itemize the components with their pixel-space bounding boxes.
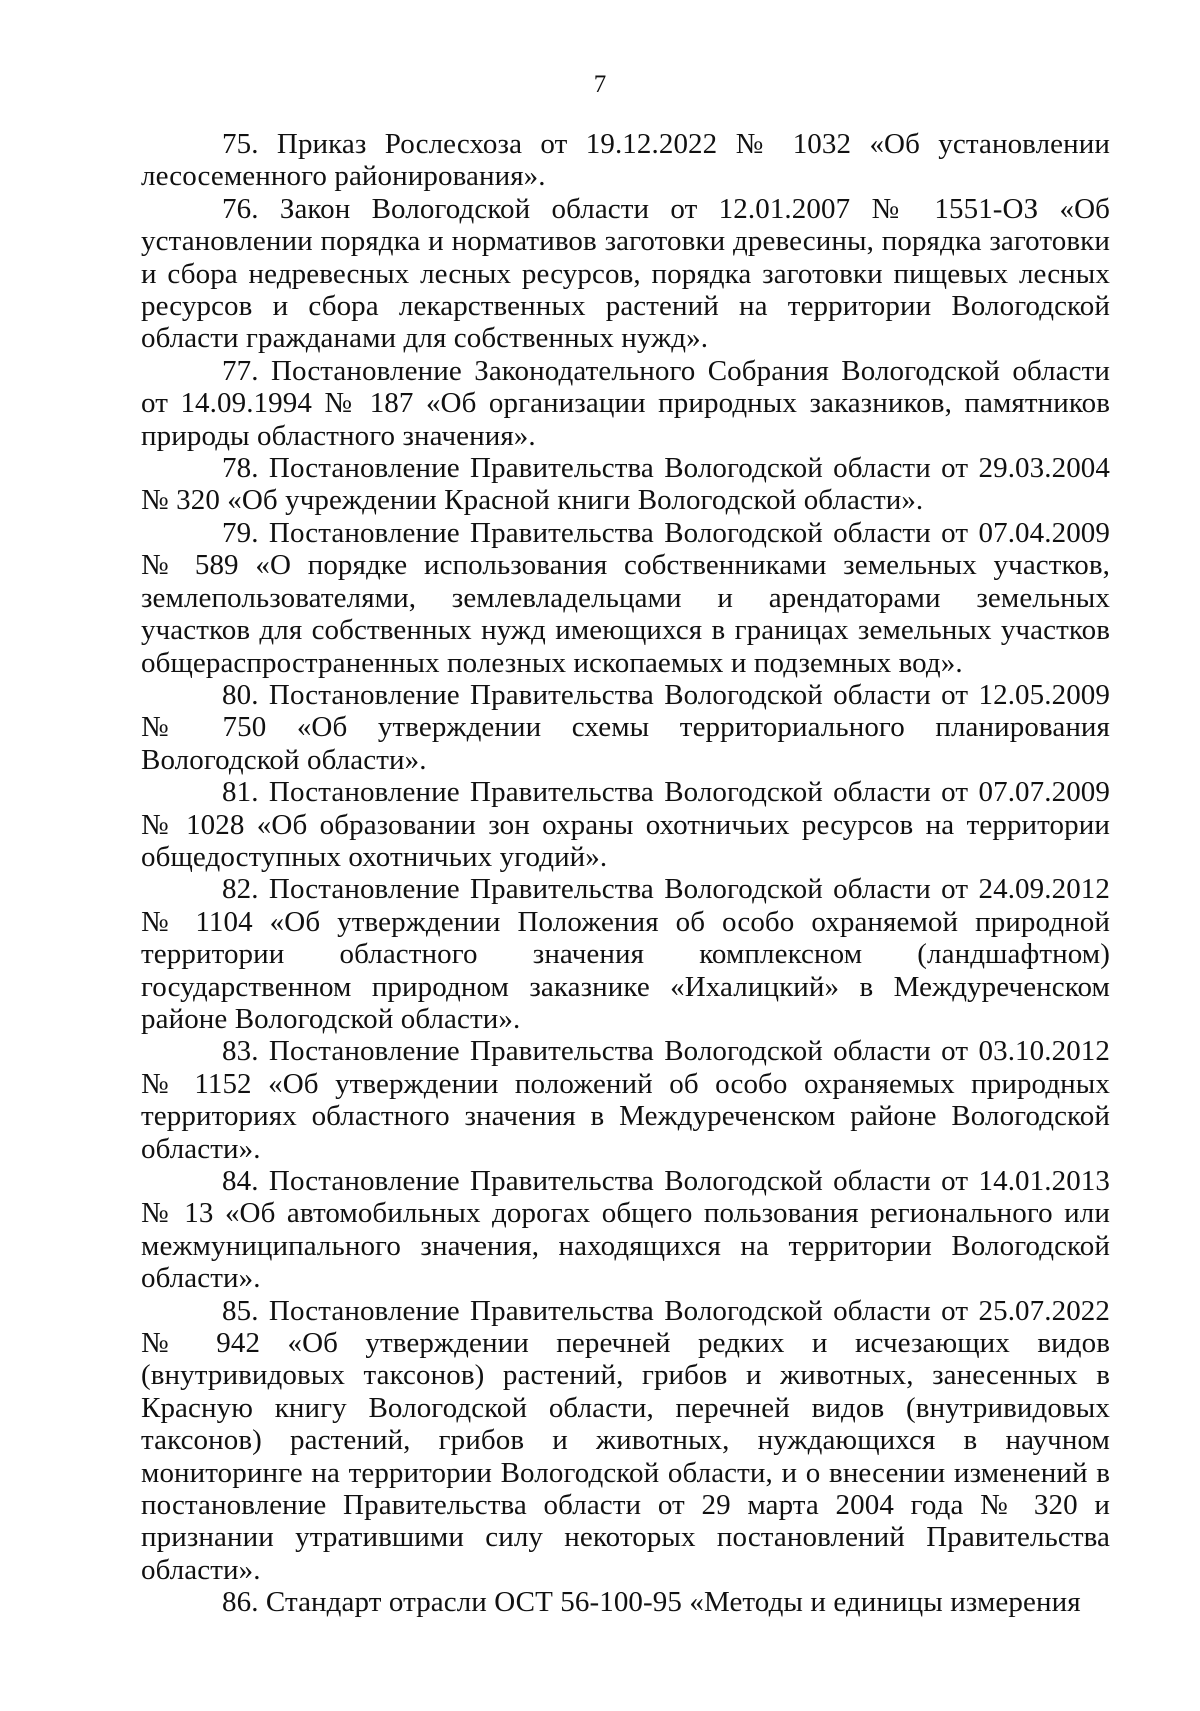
list-item-80: 80. Постановление Правительства Вологодской области от 12.05.2009 № 750 «Об утверждении схемы территориального планирования Вологодской области». — [141, 678, 1110, 776]
list-item-79: 79. Постановление Правительства Вологодской области от 07.04.2009 № 589 «О порядке использования собственниками земельных участков, землепользователями, землевладельцами и арендаторами земельных участков для собственных нужд имеющихся в границах земельных участков общераспространенных полезных ископаемых и подземных вод». — [141, 516, 1110, 679]
document-body — [141, 128, 1110, 1619]
list-item-83: 83. Постановление Правительства Вологодской области от 03.10.2012 № 1152 «Об утверждении положений об особо охраняемых природных территориях областного значения в Междуреченском районе Вологодской области». — [141, 1035, 1110, 1165]
list-item-85: 85. Постановление Правительства Вологодской области от 25.07.2022 № 942 «Об утверждении перечней редких и исчезающих видов (внутривидовых таксонов) растений, грибов и животных, занесенных в Красную книгу Вологодской области, перечней видов (внутривидовых таксонов) растений, грибов и животных, нуждающихся в научном мониторинге на территории Вологодской области, и о внесении изменений в постановление Правительства области от 29 марта 2004 года № 320 и признании утратившими силу некоторых постановлений Правительства области». — [141, 1294, 1110, 1586]
list-item-76: 76. Закон Вологодской области от 12.01.2007 № 1551-ОЗ «Об установлении порядка и нормативов заготовки древесины, порядка заготовки и сбора недревесных лесных ресурсов, порядка заготовки пищевых лесных ресурсов и сбора лекарственных растений на территории Вологодской области гражданами для собственных нужд». — [141, 192, 1110, 355]
list-item-77: 77. Постановление Законодательного Собрания Вологодской области от 14.09.1994 № 187 «Об организации природных заказников, памятников природы областного значения». — [141, 354, 1110, 452]
list-item-81: 81. Постановление Правительства Вологодской области от 07.07.2009 № 1028 «Об образовании зон охраны охотничьих ресурсов на территории общедоступных охотничьих угодий». — [141, 776, 1110, 873]
list-item-82: 82. Постановление Правительства Вологодской области от 24.09.2012 № 1104 «Об утверждении Положения об особо охраняемой природной территории областного значения комплексном (ландшафтном) государственном природном заказнике «Ихалицкий» в Междуреченском районе Вологодской области». — [141, 873, 1110, 1035]
list-item-78: 78. Постановление Правительства Вологодской области от 29.03.2004 № 320 «Об учреждении Красной книги Вологодской области». — [141, 452, 1110, 517]
page-number: 7 — [593, 71, 607, 98]
list-item-75: 75. Приказ Рослесхоза от 19.12.2022 № 1032 «Об установлении лесосеменного районирования». — [141, 128, 1110, 193]
list-item-86: 86. Стандарт отрасли ОСТ 56-100-95 «Методы и единицы измерения — [222, 1586, 1081, 1619]
list-item-84: 84. Постановление Правительства Вологодской области от 14.01.2013 № 13 «Об автомобильных дорогах общего пользования регионального или межмуниципального значения, находящихся на территории Вологодской области». — [141, 1165, 1110, 1295]
